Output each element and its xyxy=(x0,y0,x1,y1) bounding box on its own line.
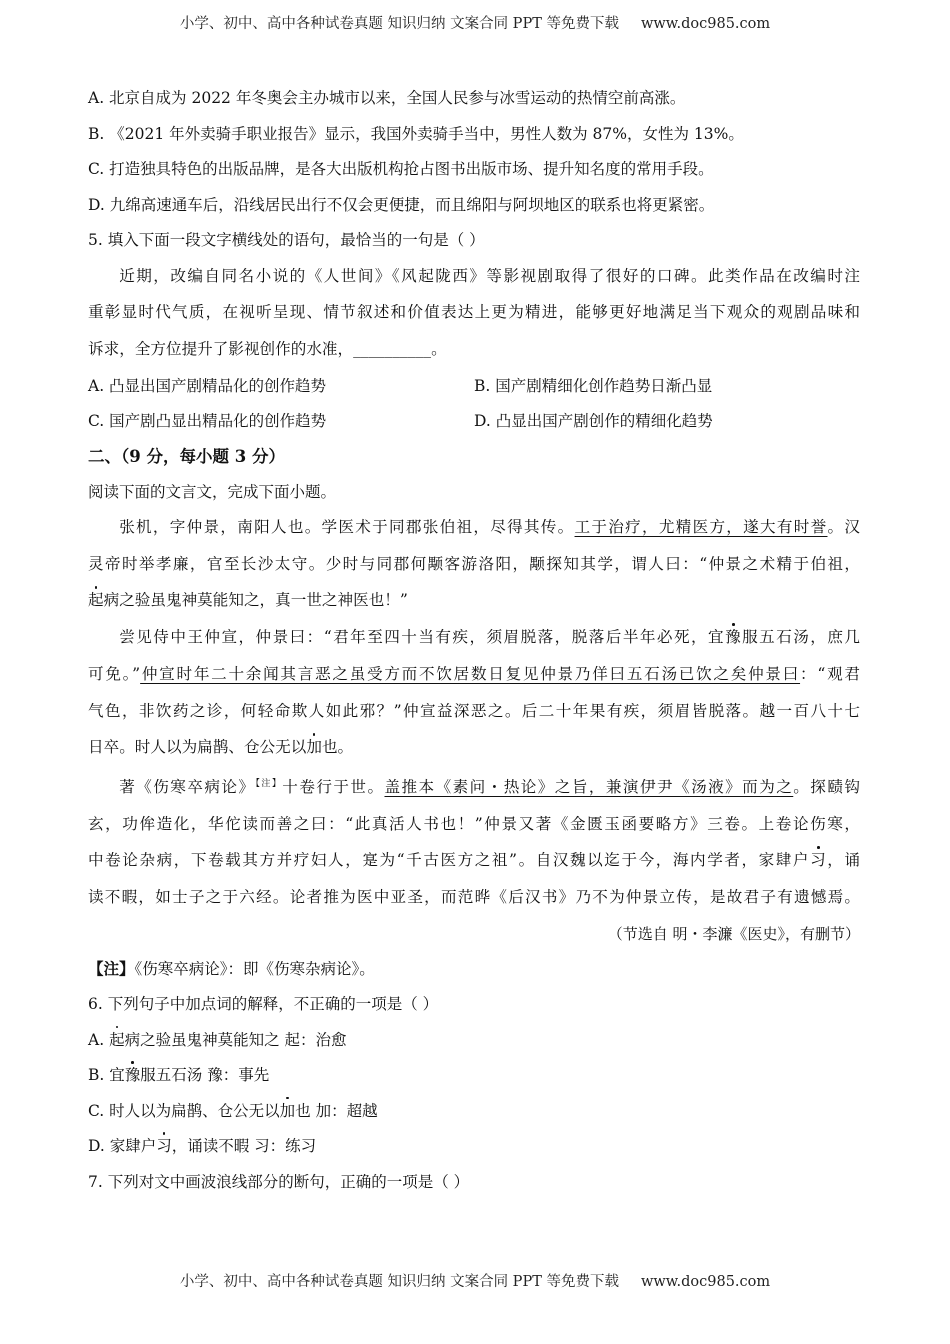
passage-p1-line xyxy=(88,590,860,610)
document-body xyxy=(88,88,860,1207)
q6-option-b xyxy=(88,1065,860,1085)
wavy-line-segment: 仲宣时年二十余闻其言恶之虽受方而不饮居数日复见仲景乃佯曰五石汤已饮之矣仲景曰 xyxy=(140,664,801,683)
text-run: ，诵读不暇 习：练习 xyxy=(171,1137,317,1156)
text-run: ，诵 xyxy=(827,851,860,870)
dotted-word: 习 xyxy=(810,851,828,870)
text-run: 可免。” xyxy=(88,664,141,683)
footer-url[interactable]: www.doc985.com xyxy=(640,1274,771,1290)
text-run: B. 宜 xyxy=(88,1066,125,1085)
q6-option-c xyxy=(88,1101,860,1121)
text-run: 。探赜钩 xyxy=(793,777,860,796)
q6-option-d xyxy=(88,1136,860,1156)
q5-option-c: C. 国产剧凸显出精品化的创作趋势 xyxy=(88,412,327,431)
q5-option-a: A. 凸显出国产剧精品化的创作趋势 xyxy=(88,376,327,395)
dotted-word: 豫 xyxy=(725,628,743,647)
underlined-sentence: 盖推本《素问・热论》之旨，兼演伊尹《汤液》而为之 xyxy=(384,777,794,796)
header-url[interactable]: www.doc985.com xyxy=(640,16,771,32)
footnote-text: 《伤寒卒病论》：即《伤寒杂病论》。 xyxy=(134,959,375,978)
q6-stem: 6. 下列句子中加点词的解释，不正确的一项是（ ） xyxy=(88,995,439,1014)
passage-p1-line: 灵帝时举孝廉，官至长沙太守。少时与同郡何颙客游洛阳，颙探知其学，谓人曰：“仲景之术精于伯祖， xyxy=(88,554,860,573)
footnote xyxy=(88,959,860,979)
footer-text: 小学、初中、高中各种试卷真题 知识归纳 文案合同 PPT 等免费下载 xyxy=(179,1274,619,1290)
dotted-word: 加 xyxy=(279,1101,296,1120)
passage-p3-line xyxy=(88,850,860,870)
dotted-word: 豫 xyxy=(124,1066,141,1085)
text-run: D. 家肆户 xyxy=(88,1137,157,1156)
passage-p3-line: 读不暇，如士子之于六经。论者推为医中亚圣，而范晔《后汉书》乃不为仲景立传，是故君子有遗憾焉。 xyxy=(88,887,860,906)
text-run: 中卷论杂病，下卷载其方并疗妇人，寔为“千古医方之祖”。自汉魏以迄于今，海内学者，家肆户 xyxy=(88,851,811,870)
text-run: 也 加：超越 xyxy=(295,1101,378,1120)
text-run: 。汉 xyxy=(827,518,860,537)
text-run: 病之验虽鬼神莫能知之，真一世之神医也！” xyxy=(103,591,408,610)
text-run: C. 时人以为扁鹊、仓公无以 xyxy=(88,1101,280,1120)
q7-stem: 7. 下列对文中画波浪线部分的断句，正确的一项是（ ） xyxy=(88,1172,470,1191)
q4-option-a: A. 北京自成为 2022 年冬奥会主办城市以来，全国人民参与冰雪运动的热情空前高涨。 xyxy=(88,89,686,107)
text-run: ：“观君 xyxy=(800,664,860,683)
q6-option-a xyxy=(88,1030,860,1050)
text-run: 服五石汤，庶几 xyxy=(742,628,860,647)
dotted-word: 起 xyxy=(109,1030,125,1049)
text-run: 病之验虽鬼神莫能知之 起：治愈 xyxy=(124,1030,347,1049)
text-run: 服五石汤 豫：事先 xyxy=(140,1066,270,1085)
passage-source: （节选自 明・李濂《医史》，有删节） xyxy=(607,924,860,943)
q4-option-d: D. 九绵高速通车后，沿线居民出行不仅会更便捷，而且绵阳与阿坝地区的联系也将更紧密。 xyxy=(88,195,715,214)
page-footer xyxy=(0,1270,950,1291)
passage-p1-line xyxy=(88,517,860,537)
section-2-title: 二、（9 分，每小题 3 分） xyxy=(88,446,285,466)
q5-passage-line: 诉求，全方位提升了影视创作的水准，__________。 xyxy=(88,339,447,358)
passage-p2-line xyxy=(88,664,860,684)
q5-options-row xyxy=(88,411,860,431)
text-run: 十卷行于世。 xyxy=(282,777,385,796)
q4-option-c: C. 打造独具特色的出版品牌，是各大出版机构抢占图书出版市场、提升知名度的常用手段。 xyxy=(88,160,714,178)
dotted-word: 习 xyxy=(156,1137,172,1156)
text-run: 也。 xyxy=(321,738,354,757)
dotted-word: 起 xyxy=(88,591,104,610)
text-run: 日卒。时人以为扁鹊、仓公无以 xyxy=(88,738,307,757)
q5-option-d: D. 凸显出国产剧创作的精细化趋势 xyxy=(474,412,713,431)
passage-p2-line: 气色，非饮药之诊，何轻命欺人如此邪？”仲宣益深恶之。后二十年果有疾，须眉皆脱落。越一百八十七 xyxy=(88,701,860,720)
section-2-intro: 阅读下面的文言文，完成下面小题。 xyxy=(88,482,337,501)
footnote-label: 【注】 xyxy=(88,958,135,978)
q4-option-b: B. 《2021 年外卖骑手职业报告》显示，我国外卖骑手当中，男性人数为 87%，女性为 13%。 xyxy=(88,124,744,143)
text-run: A. xyxy=(88,1030,110,1049)
passage-p2-line xyxy=(88,627,860,647)
text-run: 张机，字仲景，南阳人也。学医术于同郡张伯祖，尽得其传。 xyxy=(119,518,575,537)
passage-p3-line xyxy=(88,774,860,797)
q5-passage-line: 重彰显时代气质，在视听呈现、情节叙述和价值表达上更为精进，能够更好地满足当下观众的观剧品味和 xyxy=(88,303,860,322)
passage-p2-line xyxy=(88,737,860,757)
q5-options-row xyxy=(88,376,860,396)
text-run: 著《伤寒卒病论》 xyxy=(119,777,256,796)
passage-p3-line: 玄，功侔造化，华佗读而善之曰：“此真活人书也！”仲景又著《金匮玉函要略方》三卷。上卷论伤寒， xyxy=(88,814,860,833)
q5-option-b: B. 国产剧精细化创作趋势日渐凸显 xyxy=(474,376,713,395)
header-text: 小学、初中、高中各种试卷真题 知识归纳 文案合同 PPT 等免费下载 xyxy=(179,16,619,32)
dotted-word: 加 xyxy=(306,738,322,757)
text-run: 尝见侍中王仲宣，仲景曰：“君年至四十当有疾，须眉脱落，脱落后半年必死，宜 xyxy=(119,628,726,647)
q5-stem: 5. 填入下面一段文字横线处的语句，最恰当的一句是（ ） xyxy=(88,231,485,249)
page-header xyxy=(0,12,950,33)
footnote-marker: 【注】 xyxy=(255,778,283,789)
underlined-sentence: 工于治疗，尤精医方，遂大有时誉 xyxy=(574,518,828,537)
q5-passage-line: 近期，改编自同名小说的《人世间》《风起陇西》等影视剧取得了很好的口碑。此类作品在改编时注 xyxy=(119,266,860,285)
